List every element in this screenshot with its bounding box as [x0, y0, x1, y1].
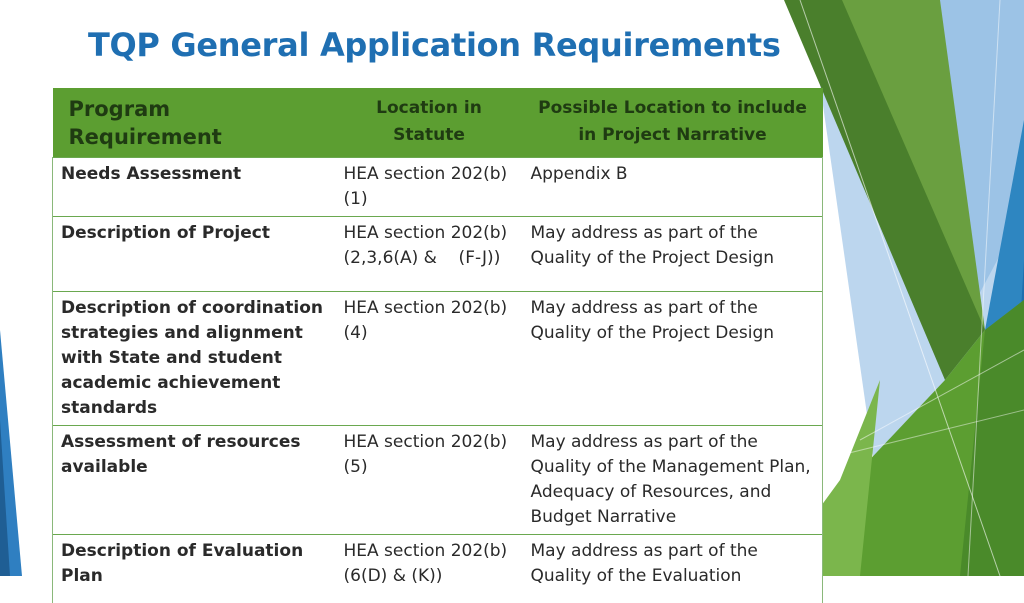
- table-row: [53, 535, 823, 603]
- requirement-cell: Needs Assessment: [53, 158, 336, 217]
- requirement-cell: Description of Project: [53, 217, 336, 292]
- requirement-cell: Description of coordination strategies and alignment with State and student academic achievement standards: [53, 292, 336, 426]
- requirements-table: [52, 88, 823, 603]
- column-header-location-in-statute: Location in Statute: [336, 88, 523, 158]
- narrative-location-cell: May address as part of the Quality of the Project Design: [523, 292, 823, 426]
- requirement-cell: Description of Evaluation Plan: [53, 535, 336, 603]
- table-row: [53, 292, 823, 426]
- statute-cell: HEA section 202(b) (4): [336, 292, 523, 426]
- statute-cell: HEA section 202(b) (2,3,6(A) & (F-J)): [336, 217, 523, 292]
- narrative-location-cell: May address as part of the Quality of the Project Design: [523, 217, 823, 292]
- table-row: [53, 426, 823, 535]
- column-header-project-narrative-location: Possible Location to include in Project Narrative: [523, 88, 823, 158]
- narrative-location-cell: May address as part of the Quality of the Management Plan, Adequacy of Resources, and Budget Narrative: [523, 426, 823, 535]
- page-title: TQP General Application Requirements: [88, 26, 781, 64]
- statute-cell: HEA section 202(b) (5): [336, 426, 523, 535]
- column-header-program-requirement: Program Requirement: [53, 88, 336, 158]
- requirement-cell: Assessment of resources available: [53, 426, 336, 535]
- statute-cell: HEA section 202(b) (1): [336, 158, 523, 217]
- statute-cell: HEA section 202(b) (6(D) & (K)): [336, 535, 523, 603]
- narrative-location-cell: May address as part of the Quality of the Evaluation: [523, 535, 823, 603]
- table-row: [53, 217, 823, 292]
- narrative-location-cell: Appendix B: [523, 158, 823, 217]
- table-header-row: [53, 88, 823, 158]
- table-row: [53, 158, 823, 217]
